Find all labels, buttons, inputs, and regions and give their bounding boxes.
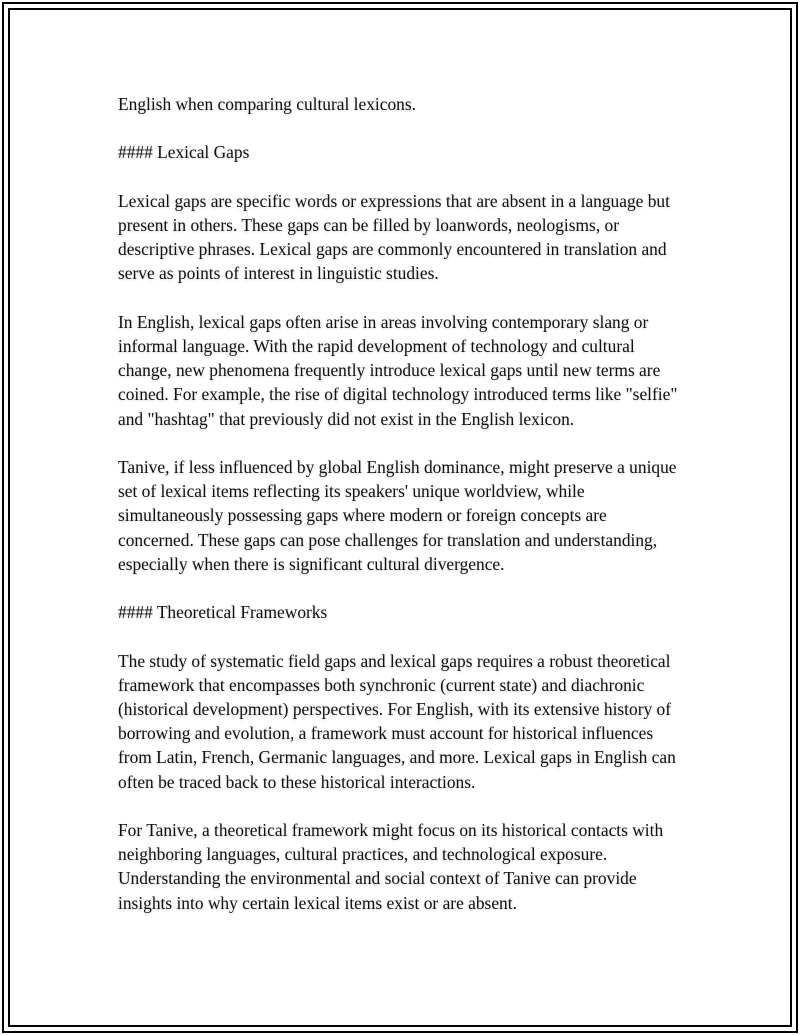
paragraph-lexical-gaps-definition: Lexical gaps are specific words or expressions that are absent in a language but present in others. These gaps can be filled by loanwords, neologisms, or descriptive phrases. Lexical gaps are commonly encountered in translation and serve as points of interest in linguistic studies.: [118, 190, 670, 284]
paragraph-frameworks-english: The study of systematic field gaps and lexical gaps requires a robust theoretical framework that encompasses both synchronic (current state) and diachronic (historical development) perspectives. For English, with its extensive history of borrowing and evolution, a framework must account for historical influences from Latin, French, Germanic languages, and more. Lexical gaps in English can often be traced back to these historical interactions.: [118, 650, 676, 792]
paragraph-frameworks-tanive: For Tanive, a theoretical framework might focus on its historical contacts with neighboring languages, cultural practices, and technological exposure. Understanding the environmental and social context of Tanive can provide insights into why certain lexical items exist or are absent.: [118, 819, 664, 913]
paragraph-english-lexical-gaps: In English, lexical gaps often arise in areas involving contemporary slang or informal language. With the rapid development of technology and cultural change, new phenomena frequently introduce lexical gaps until new terms are coined. For example, the rise of digital technology introduced terms like "selfie" and "hashtag" that previously did not exist in the English lexicon.: [118, 311, 678, 429]
heading-lexical-gaps: #### Lexical Gaps: [118, 142, 250, 163]
paragraph-intro-fragment: English when comparing cultural lexicons.: [118, 94, 416, 114]
document-body: [118, 92, 684, 939]
paragraph-tanive-lexical-gaps: Tanive, if less influenced by global English dominance, might preserve a unique set of lexical items reflecting its speakers' unique worldview, while simultaneously possessing gaps where modern or foreign concepts are concerned. These gaps can pose challenges for translation and understanding, especially when there is significant cultural divergence.: [118, 456, 677, 574]
heading-theoretical-frameworks: #### Theoretical Frameworks: [118, 602, 328, 623]
